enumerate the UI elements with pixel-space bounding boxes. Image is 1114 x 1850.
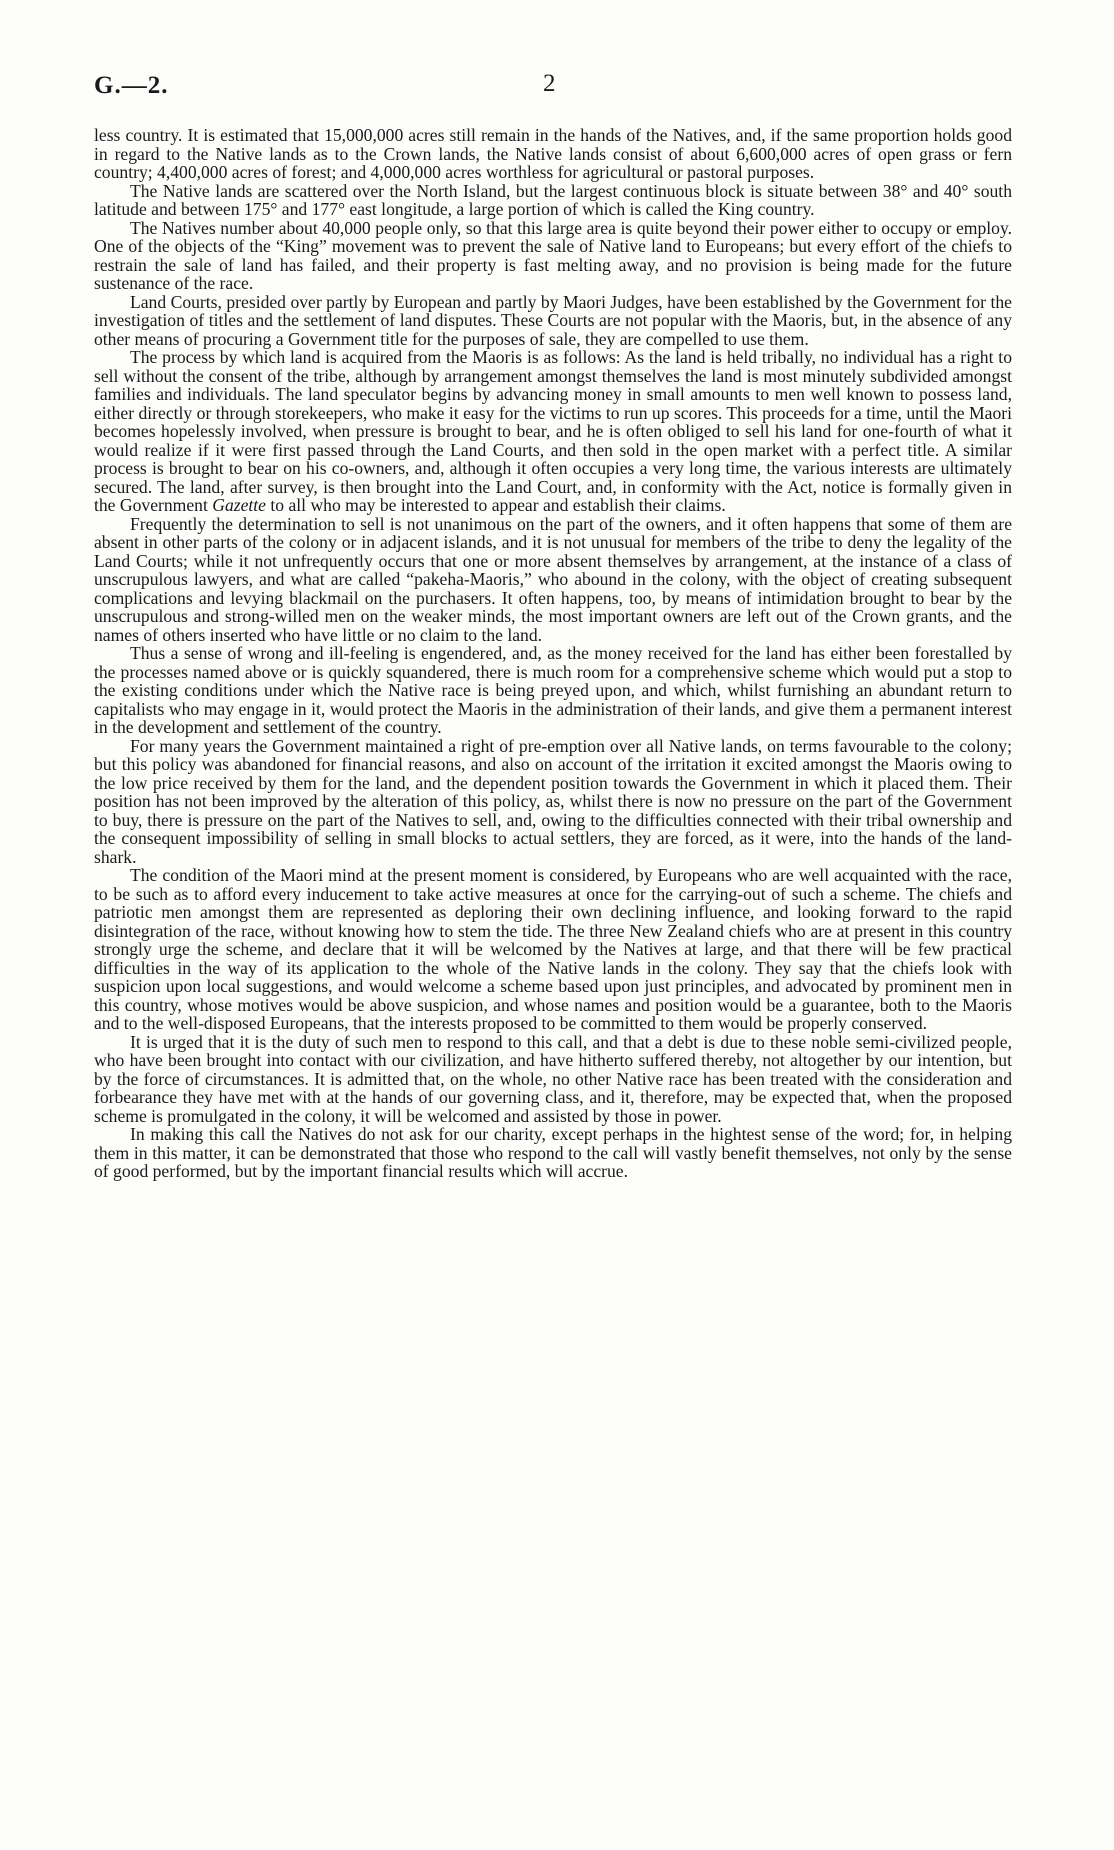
italic-text: Gazette <box>212 495 266 515</box>
page-number: 2 <box>543 70 556 97</box>
paragraph <box>94 644 1012 737</box>
paragraph-text: Frequently the determination to sell is not unanimous on the part of the owners, and it often happens that some of them are absent in other parts of the colony or in adjacent islands, and it is not unusual for members of the tribe to deny the legality of the Land Courts; while it not unfrequently occurs that one or more absent themselves by arrangement, at the instance of a class of unscrupulous lawyers, and what are called “pakeha-Maoris,” who abound in the colony, with the object of creating subsequent complications and levying blackmail on the purchasers. It often happens, too, by means of intimidation brought to bear by the unscrupulous and strong-willed men on the weaker minds, the most important owners are left out of the Crown grants, and the names of others inserted who have little or no claim to the land. <box>94 513 1012 645</box>
paragraph <box>94 182 1012 219</box>
paragraph <box>94 737 1012 867</box>
paragraph-text: to all who may be interested to appear and establish their claims. <box>265 495 726 515</box>
paragraph-text: For many years the Government maintained a right of pre-emption over all Native lands, on terms favourable to the colony; but this policy was abandoned for financial reasons, and also on account of the irritation it excited amongst the Maoris owing to the low price received by them for the land, and the dependent position towards the Government in which it placed them. Their position has not been improved by the alteration of this policy, as, whilst there is now no pressure on the part of the Government to buy, there is pressure on the part of the Natives to sell, and, owing to the difficulties connected with their tribal ownership and the consequent impossibility of selling in small blocks to actual settlers, they are forced, as it were, into the hands of the land-shark. <box>94 735 1012 867</box>
paragraph <box>94 219 1012 293</box>
paragraph-text: The Native lands are scattered over the North Island, but the largest continuous block is situate between 38° and 40° south latitude and between 175° and 177° east longitude, a large portion of which is called the King country. <box>94 180 1012 219</box>
paragraph-text: Thus a sense of wrong and ill-feeling is engendered, and, as the money received for the land has either been forestalled by the processes named above or is quickly squandered, there is much room for a comprehensive scheme which would put a stop to the existing conditions under which the Native race is being preyed upon, and which, whilst furnishing an abundant return to capitalists who may engage in it, would protect the Maoris in the administration of their lands, and give them a permanent interest in the development and settlement of the country. <box>94 643 1012 737</box>
page-header <box>94 72 1020 112</box>
paragraph-text: It is urged that it is the duty of such men to respond to this call, and that a debt is due to these noble semi-civilized people, who have been brought into contact with our civilization, and have hitherto suffered thereby, not altogether by our intention, but by the force of circumstances. It is admitted that, on the whole, no other Native race has been treated with the consideration and forbearance they have met with at the hands of our governing class, and it, therefore, may be expected that, when the proposed scheme is promulgated in the colony, it will be welcomed and assisted by those in power. <box>94 1031 1012 1126</box>
paragraph <box>94 866 1012 1033</box>
body-text <box>94 126 1012 1181</box>
paragraph-text: The Natives number about 40,000 people only, so that this large area is quite beyond their power either to occupy or employ. One of the objects of the “King” movement was to prevent the sale of Native land to Europeans; but every effort of the chiefs to restrain the sale of land has failed, and their property is fast melting away, and no provision is being made for the future sustenance of the race. <box>94 217 1012 293</box>
paragraph <box>94 1125 1012 1181</box>
paragraph <box>94 348 1012 515</box>
paragraph-text: less country. It is estimated that 15,000,000 acres still remain in the hands of the Natives, and, if the same proportion holds good in regard to the Native lands as to the Crown lands, the Native lands consist of about 6,600,000 acres of open grass or fern country; 4,400,000 acres of forest; and 4,000,000 acres worthless for agricultural or pastoral purposes. <box>94 125 1012 182</box>
document-reference: G.—2. <box>94 72 169 99</box>
paragraph <box>94 126 1012 182</box>
paragraph <box>94 1033 1012 1126</box>
paragraph-text: Land Courts, presided over partly by European and partly by Maori Judges, have been established by the Government for the investigation of titles and the settlement of land disputes. These Courts are not popular with the Maoris, but, in the absence of any other means of procuring a Government title for the purposes of sale, they are compelled to use them. <box>94 291 1012 349</box>
paragraph <box>94 515 1012 645</box>
paragraph-text: In making this call the Natives do not ask for our charity, except perhaps in the hightest sense of the word; for, in helping them in this matter, it can be demonstrated that those who respond to the call will vastly benefit themselves, not only by the sense of good performed, but by the important financial results which will accrue. <box>94 1124 1012 1181</box>
paragraph-text: The process by which land is acquired from the Maoris is as follows: As the land is held tribally, no individual has a right to sell without the consent of the tribe, although by arrangement amongst themselves the land is most minutely subdivided amongst families and individuals. The land speculator begins by advancing money in small amounts to men well known to possess land, either directly or through storekeepers, who make it easy for the victims to run up scores. This proceeds for a time, until the Maori becomes hopelessly involved, when pressure is brought to bear, and he is often obliged to sell his land for one-fourth of what it would realize if it were first passed through the Land Courts, and then sold in the open market with a perfect title. A similar process is brought to bear on his co-owners, and, although it often occupies a very long time, the various interests are ultimately secured. The land, after survey, is then brought into the Land Court, and, in conformity with the Act, notice is formally given in the Government <box>94 347 1012 515</box>
paragraph <box>94 293 1012 349</box>
paragraph-text: The condition of the Maori mind at the present moment is considered, by Europeans who are well acquainted with the race, to be such as to afford every inducement to take active measures at once for the carrying-out of such a scheme. The chiefs and patriotic men amongst them are represented as deploring their own declining influence, and looking forward to the rapid disintegration of the race, without knowing how to stem the tide. The three New Zealand chiefs who are at present in this country strongly urge the scheme, and declare that it will be welcomed by the Natives at large, and that there will be few practical difficulties in the way of its application to the whole of the Native lands in the colony. They say that the chiefs look with suspicion upon local suggestions, and would welcome a scheme based upon just principles, and advocated by prominent men in this country, whose motives would be above suspicion, and whose names and position would be a guarantee, both to the Maoris and to the well-disposed Europeans, that the interests proposed to be committed to them would be properly conserved. <box>94 865 1012 1033</box>
